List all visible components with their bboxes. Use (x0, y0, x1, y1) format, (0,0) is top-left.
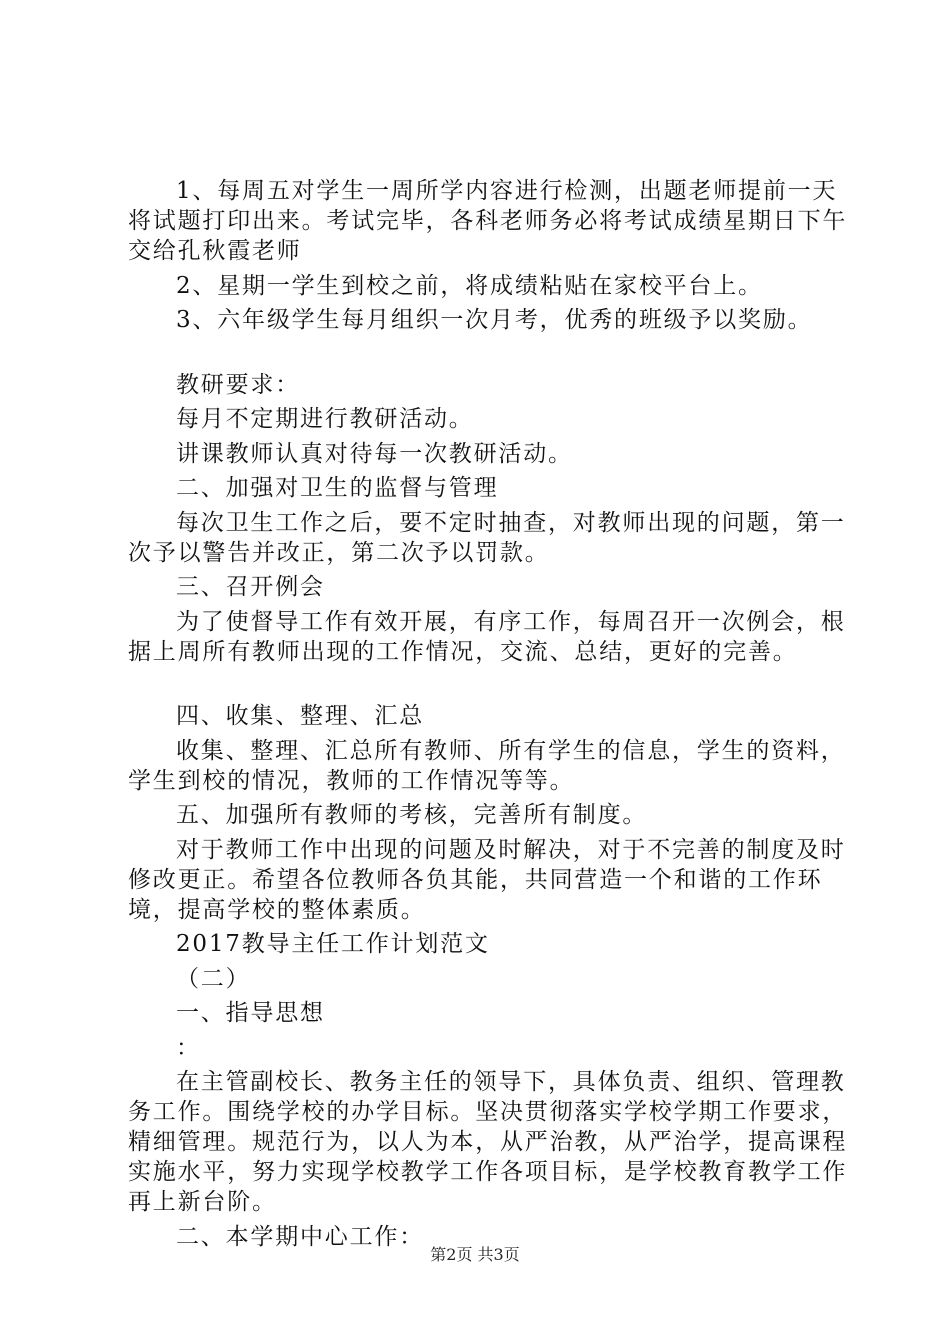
paragraph-exam-3: 3、六年级学生每月组织一次月考，优秀的班级予以奖励。 (176, 307, 813, 333)
paragraph-research-1: 每月不定期进行教研活动。 (176, 406, 474, 432)
paragraph-research-2: 讲课教师认真对待每一次教研活动。 (176, 440, 573, 467)
paragraph-assessment: 对于教师工作中出现的问题及时解决，对于不完善的制度及时修改更正。希望各位教师各负其能，共同营造一个和谐的工作环境，提高学校的整体素质。 (128, 836, 846, 923)
paragraph-exam-1: 1、每周五对学生一周所学内容进行检测，出题老师提前一天将试题打印出来。考试完毕，各科老师务必将考试成绩星期日下午交给孔秋霞老师 (128, 178, 848, 264)
document-body (128, 176, 848, 1256)
heading-guiding-ideology: 一、指导思想 (176, 1000, 325, 1026)
subtitle-part-two: （二） (176, 965, 251, 992)
title-plan-2017: 2017教导主任工作计划范文 (176, 931, 490, 957)
heading-central-work: 二、本学期中心工作： (176, 1223, 424, 1250)
paragraph-guiding-ideology: 在主管副校长、教务主任的领导下，具体负责、组织、管理教务工作。围绕学校的办学目标。坚决贯彻落实学校学期工作要求，精细管理。规范行为，以人为本，从严治教，从严治学，提高课程实施水平，努力实现学校教学工作各项目标，是学校教育教学工作再上新台阶。 (128, 1069, 848, 1215)
heading-research-requirements: 教研要求： (176, 371, 300, 398)
page-number: 第2页 共3页 (430, 1245, 520, 1264)
heading-assessment: 五、加强所有教师的考核，完善所有制度。 (176, 802, 648, 828)
paragraph-hygiene: 每次卫生工作之后，要不定时抽查，对教师出现的问题，第一次予以警告并改正，第二次予以罚款。 (128, 509, 846, 566)
paragraph-exam-2: 2、星期一学生到校之前，将成绩粘贴在家校平台上。 (176, 272, 763, 299)
blank-line (128, 340, 848, 370)
blank-line (128, 671, 848, 701)
heading-hygiene: 二、加强对卫生的监督与管理 (176, 475, 499, 501)
paragraph-collect: 收集、整理、汇总所有教师、所有学生的信息，学生的资料，学生到校的情况，教师的工作情况等等。 (128, 737, 846, 794)
colon-line: ： (176, 1034, 201, 1061)
heading-collect: 四、收集、整理、汇总 (176, 703, 424, 729)
heading-meetings: 三、召开例会 (176, 574, 325, 600)
paragraph-meetings: 为了使督导工作有效开展，有序工作，每周召开一次例会，根据上周所有教师出现的工作情况，交流、总结，更好的完善。 (128, 608, 846, 665)
